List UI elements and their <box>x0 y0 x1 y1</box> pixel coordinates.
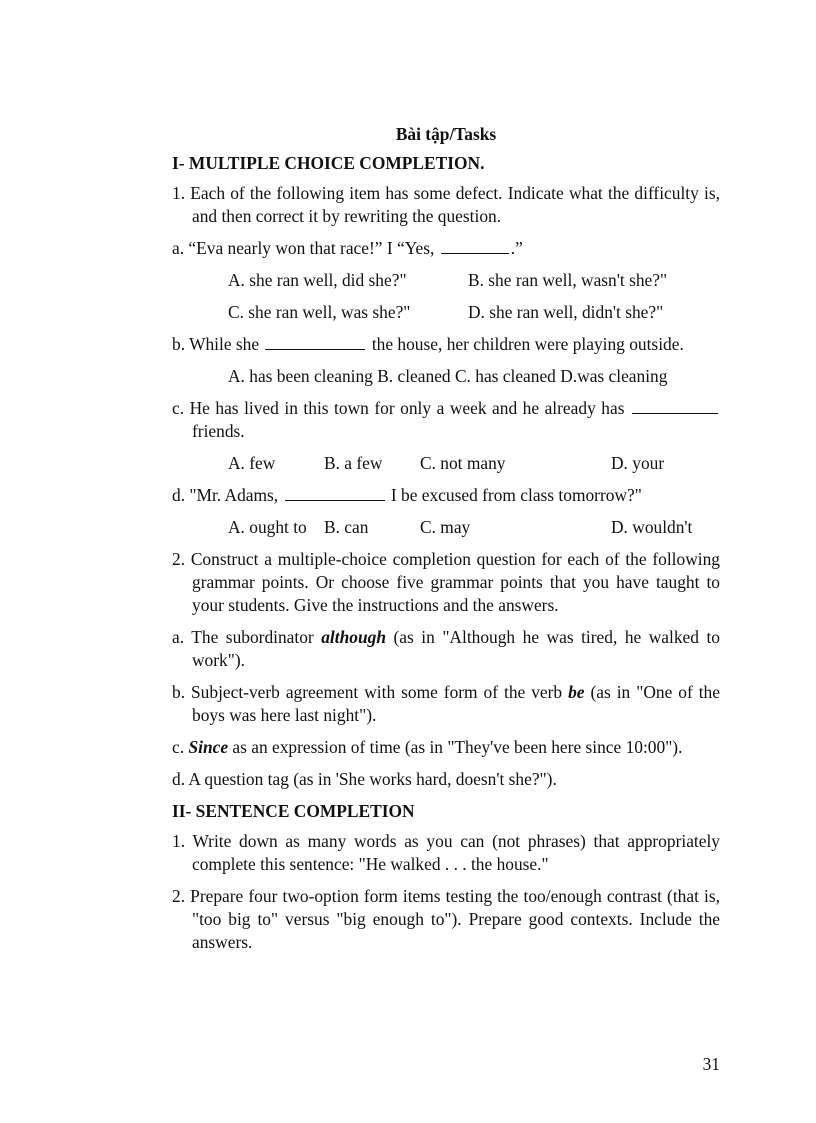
grammar-point-text: b. Subject-verb agreement with some form of the verb <box>172 682 563 702</box>
answer-blank <box>285 499 385 501</box>
option-a: A. ought to <box>228 517 307 537</box>
answer-blank <box>265 348 365 350</box>
options-row <box>228 301 720 324</box>
options-row <box>228 365 720 388</box>
question-d-end: I be excused from class tomorrow?" <box>390 485 642 505</box>
question-a-text: a. “Eva nearly won that race!” I “Yes, <box>172 238 435 258</box>
section-heading-multiple-choice: I- MULTIPLE CHOICE COMPLETION. <box>172 153 485 173</box>
option-a: A. she ran well, did she?" <box>228 270 407 290</box>
question-d <box>172 484 720 507</box>
answer-blank <box>441 252 509 254</box>
option-d: D. she ran well, didn't she?" <box>468 302 664 322</box>
grammar-point-c <box>172 736 720 759</box>
grammar-keyword: Since <box>188 737 229 757</box>
task-1-instruction: 1. Each of the following item has some defect. Indicate what the difficulty is, and then correct it by rewriting the question. <box>172 183 720 226</box>
options-row <box>228 516 720 539</box>
options-row <box>228 269 720 292</box>
question-b-text: b. While she <box>172 334 260 354</box>
section-heading-sentence-completion: II- SENTENCE COMPLETION <box>172 801 415 821</box>
page-number: 31 <box>702 1054 720 1074</box>
option-d: D. wouldn't <box>611 517 693 537</box>
question-b-end: the house, her children were playing outside. <box>371 334 684 354</box>
grammar-point-b <box>172 681 720 727</box>
page-title: Bài tập/Tasks <box>395 124 497 144</box>
option-b: B. she ran well, wasn't she?" <box>468 270 668 290</box>
grammar-point-example: as an expression of time (as in "They've been here since 10:00"). <box>232 737 683 757</box>
options-row <box>228 452 720 475</box>
options-text: A. has been cleaning B. cleaned C. has cleaned D.was cleaning <box>228 366 668 386</box>
question-a-end: .” <box>510 238 523 258</box>
grammar-keyword: be <box>568 682 585 702</box>
option-c: C. she ran well, was she?" <box>228 302 411 322</box>
option-d: D. your <box>611 453 665 473</box>
grammar-point-a <box>172 626 720 672</box>
option-b: B. a few <box>324 453 383 473</box>
option-b: B. can <box>324 517 369 537</box>
grammar-keyword: although <box>321 627 386 647</box>
sentence-task-1: 1. Write down as many words as you can (not phrases) that appropriately complete this sentence: "He walked . . . the house." <box>172 831 720 874</box>
question-c-end: friends. <box>192 421 245 441</box>
question-c <box>172 397 720 443</box>
option-c: C. may <box>420 517 471 537</box>
option-c: C. not many <box>420 453 506 473</box>
grammar-point-text: a. The subordinator <box>172 627 314 647</box>
grammar-point-d: d. A question tag (as in 'She works hard, doesn't she?"). <box>172 769 557 789</box>
page-content <box>172 123 720 963</box>
grammar-point-text: c. <box>172 737 185 757</box>
option-a: A. few <box>228 453 276 473</box>
answer-blank <box>632 412 718 414</box>
question-a <box>172 237 720 260</box>
question-b <box>172 333 720 356</box>
question-c-text: c. He has lived in this town for only a week and he already has <box>172 398 625 418</box>
grammar-point-example: (as in "One of the boys was here last night"). <box>192 682 720 725</box>
question-d-text: d. "Mr. Adams, <box>172 485 279 505</box>
task-2-instruction: 2. Construct a multiple-choice completion question for each of the following grammar points. Or choose five grammar points that you have taught to your students. Give the instructions and the answers. <box>172 549 720 615</box>
grammar-point-example: (as in "Although he was tired, he walked to work"). <box>192 627 720 670</box>
sentence-task-2: 2. Prepare four two-option form items testing the too/enough contrast (that is, "too big to" versus "big enough to"). Prepare good contexts. Include the answers. <box>172 886 720 952</box>
